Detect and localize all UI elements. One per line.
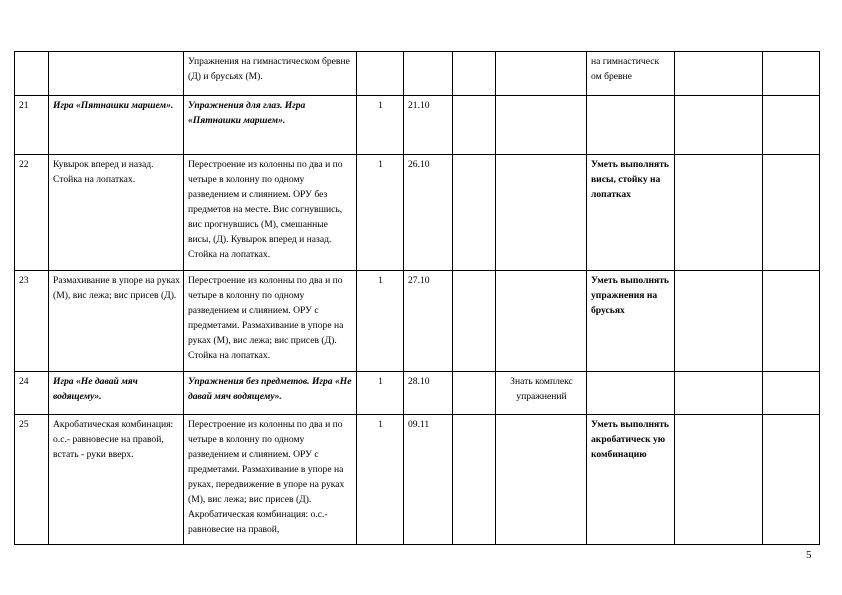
extra-cell <box>675 372 763 415</box>
table-row <box>15 372 820 415</box>
extra-cell <box>763 372 820 415</box>
lesson-content-cell: Упражнения без предметов. Игра «Не давай мяч водящему». <box>184 372 357 415</box>
knowledge-requirements-cell <box>496 415 587 545</box>
skills-requirements-cell: Уметь выполнять упражнения на брусьях <box>587 271 675 372</box>
lesson-content-cell: Перестроение из колонны по два и по четыре в колонну по одному разведением и слиянием. ОРУ с предметами. Размахивание в упоре на руках (М), вис лежа; вис присев (Д). Стойка на лопатках. <box>184 271 357 372</box>
hours-cell: 1 <box>357 372 404 415</box>
planned-date-cell <box>404 52 453 96</box>
lesson-topic-cell <box>49 52 184 96</box>
planned-date-cell: 27.10 <box>404 271 453 372</box>
lesson-topic-cell: Кувырок вперед и назад. Стойка на лопатках. <box>49 155 184 271</box>
lesson-content-cell: Перестроение из колонны по два и по четыре в колонну по одному разведением и слиянием. ОРУ без предметов на месте. Вис согнувшись, вис прогнувшись (М), смешанные висы, (Д). Кувырок вперед и назад. Стойка на лопатках. <box>184 155 357 271</box>
lesson-number-cell: 22 <box>15 155 49 271</box>
lesson-content-cell: Упражнения для глаз. Игра «Пятнашки маршем». <box>184 96 357 155</box>
skills-requirements-cell: Уметь выполнять висы, стойку на лопатках <box>587 155 675 271</box>
knowledge-requirements-cell <box>496 271 587 372</box>
table-row <box>15 96 820 155</box>
extra-cell <box>763 155 820 271</box>
planned-date-cell: 21.10 <box>404 96 453 155</box>
table-row <box>15 415 820 545</box>
lesson-content-cell: Перестроение из колонны по два и по четыре в колонну по одному разведением и слиянием. ОРУ с предметами. Размахивание в упоре на руках, передвижение в упоре на руках (М), вис лежа; вис присев (Д). Акробатическая комбинация: о.с.- равновесие на правой, <box>184 415 357 545</box>
skills-requirements-cell: на гимнастическ ом бревне <box>587 52 675 96</box>
knowledge-requirements-cell <box>496 155 587 271</box>
extra-cell <box>675 271 763 372</box>
extra-cell <box>763 96 820 155</box>
actual-date-cell <box>453 52 496 96</box>
table-row <box>15 52 820 96</box>
hours-cell <box>357 52 404 96</box>
extra-cell <box>675 155 763 271</box>
extra-cell <box>675 415 763 545</box>
lesson-plan-table <box>14 51 820 545</box>
actual-date-cell <box>453 372 496 415</box>
knowledge-requirements-cell <box>496 96 587 155</box>
extra-cell <box>763 415 820 545</box>
lesson-number-cell: 24 <box>15 372 49 415</box>
skills-requirements-cell: Уметь выполнять акробатическ ую комбинацию <box>587 415 675 545</box>
table-row <box>15 155 820 271</box>
planned-date-cell: 26.10 <box>404 155 453 271</box>
skills-requirements-cell <box>587 372 675 415</box>
table-row <box>15 271 820 372</box>
lesson-topic-cell: Размахивание в упоре на руках (М), вис лежа; вис присев (Д). <box>49 271 184 372</box>
lesson-topic-cell: Игра «Пятнашки маршем». <box>49 96 184 155</box>
lesson-number-cell <box>15 52 49 96</box>
knowledge-requirements-cell: Знать комплекс упражнений <box>496 372 587 415</box>
lesson-number-cell: 21 <box>15 96 49 155</box>
extra-cell <box>675 96 763 155</box>
lesson-content-cell: Упражнения на гимнастическом бревне (Д) и брусьях (М). <box>184 52 357 96</box>
extra-cell <box>763 52 820 96</box>
planned-date-cell: 28.10 <box>404 372 453 415</box>
lesson-number-cell: 25 <box>15 415 49 545</box>
actual-date-cell <box>453 96 496 155</box>
actual-date-cell <box>453 415 496 545</box>
skills-requirements-cell <box>587 96 675 155</box>
hours-cell: 1 <box>357 96 404 155</box>
hours-cell: 1 <box>357 155 404 271</box>
hours-cell: 1 <box>357 415 404 545</box>
lesson-number-cell: 23 <box>15 271 49 372</box>
lesson-topic-cell: Игра «Не давай мяч водящему». <box>49 372 184 415</box>
actual-date-cell <box>453 271 496 372</box>
hours-cell: 1 <box>357 271 404 372</box>
actual-date-cell <box>453 155 496 271</box>
planned-date-cell: 09.11 <box>404 415 453 545</box>
extra-cell <box>675 52 763 96</box>
knowledge-requirements-cell <box>496 52 587 96</box>
extra-cell <box>763 271 820 372</box>
page-number: 5 <box>806 549 812 561</box>
lesson-topic-cell: Акробатическая комбинация: о.с.- равновесие на правой, встать - руки вверх. <box>49 415 184 545</box>
